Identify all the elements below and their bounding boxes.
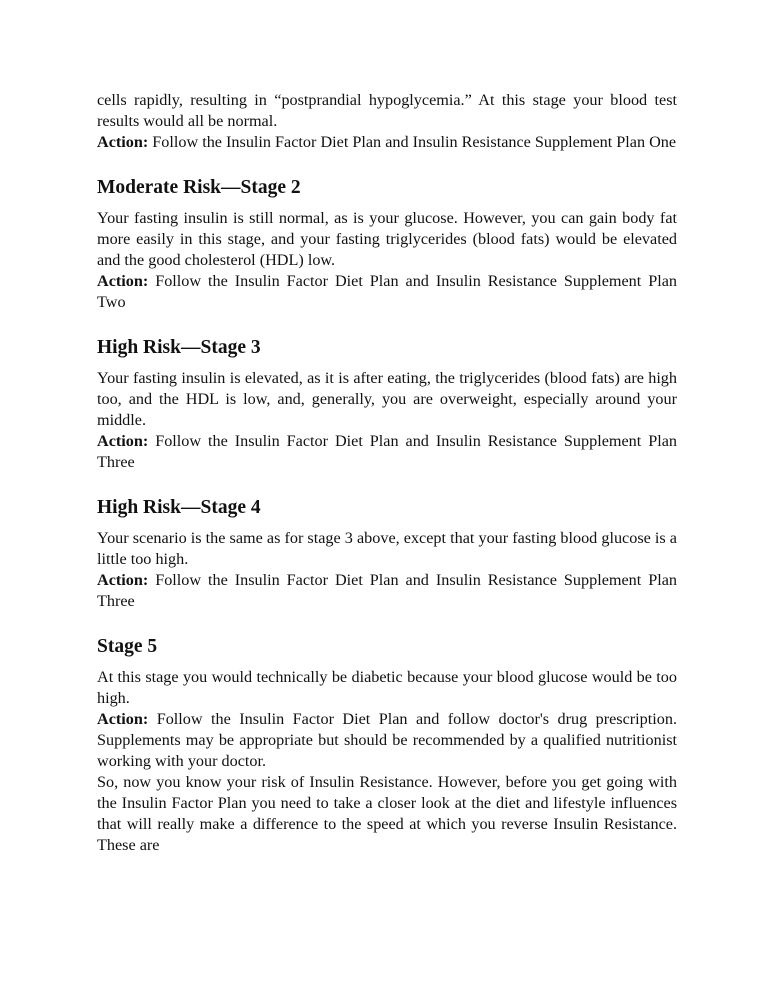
section-stage-4 (97, 496, 677, 612)
section-heading: High Risk—Stage 4 (97, 497, 261, 518)
section-stage-2 (97, 176, 677, 313)
section-paragraph: Your fasting insulin is still normal, as is your glucose. However, you can gain body fat more easily in this stage, and your fasting triglycerides (blood fats) would be elevated and the good cholesterol (HDL) low. (97, 209, 677, 269)
intro-paragraph: cells rapidly, resulting in “postprandial hypoglycemia.” At this stage your blood test results would all be normal. (97, 91, 677, 130)
section-action (97, 271, 677, 313)
intro-action (97, 132, 677, 153)
intro-block (97, 90, 677, 153)
action-text: Follow the Insulin Factor Diet Plan and Insulin Resistance Supplement Plan Three (97, 432, 677, 471)
section-action (97, 570, 677, 612)
section-paragraph: At this stage you would technically be diabetic because your blood glucose would be too high. (97, 668, 677, 707)
action-label: Action: (97, 432, 149, 450)
section-action (97, 709, 677, 772)
action-label: Action: (97, 133, 149, 151)
action-text: Follow the Insulin Factor Diet Plan and follow doctor's drug prescription. Supplements may be appropriate but should be recommended by a qualified nutritionist working with your doctor. (97, 710, 677, 770)
section-heading: High Risk—Stage 3 (97, 337, 261, 358)
closing-paragraph: So, now you know your risk of Insulin Resistance. However, before you get going with the Insulin Factor Plan you need to take a closer look at the diet and lifestyle influences that will really make a difference to the speed at which you reverse Insulin Resistance. These are (97, 773, 677, 854)
action-label: Action: (97, 710, 149, 728)
section-stage-5 (97, 635, 677, 856)
section-paragraph: Your fasting insulin is elevated, as it is after eating, the triglycerides (blood fats) are high too, and the HDL is low, and, generally, you are overweight, especially around your middle. (97, 369, 677, 429)
action-text: Follow the Insulin Factor Diet Plan and Insulin Resistance Supplement Plan Three (97, 571, 677, 610)
section-heading: Moderate Risk—Stage 2 (97, 177, 301, 198)
section-heading: Stage 5 (97, 636, 158, 657)
action-text: Follow the Insulin Factor Diet Plan and Insulin Resistance Supplement Plan Two (97, 272, 677, 311)
action-label: Action: (97, 571, 149, 589)
page-content (97, 90, 677, 856)
section-stage-3 (97, 336, 677, 473)
section-paragraph: Your scenario is the same as for stage 3 above, except that your fasting blood glucose is a little too high. (97, 529, 677, 568)
action-text: Follow the Insulin Factor Diet Plan and Insulin Resistance Supplement Plan One (148, 133, 677, 151)
action-label: Action: (97, 272, 149, 290)
section-action (97, 431, 677, 473)
